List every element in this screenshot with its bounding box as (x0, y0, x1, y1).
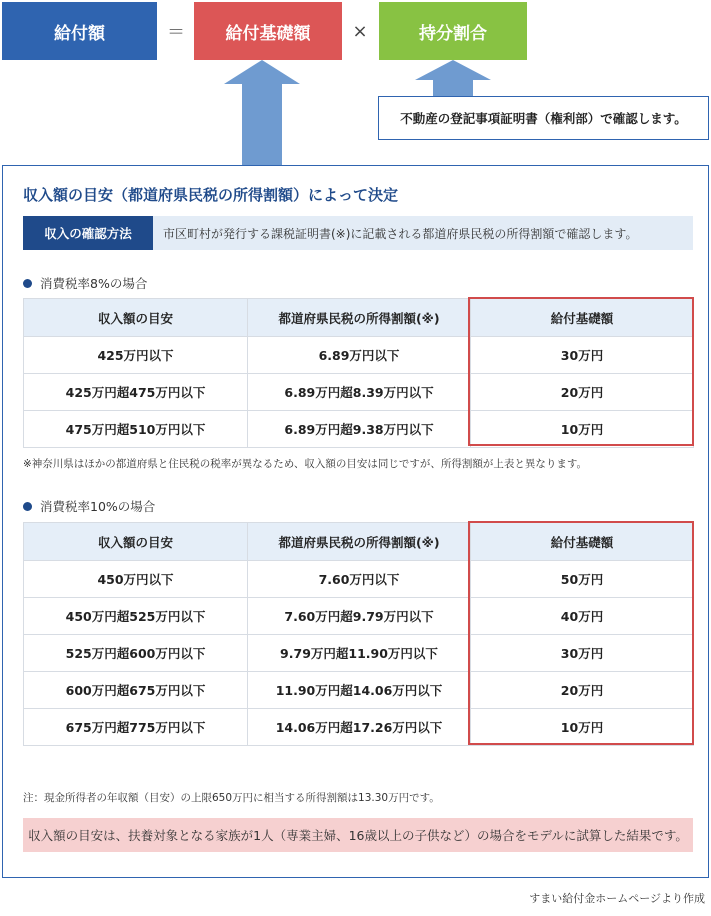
cell-income: 525万円超600万円以下 (24, 635, 248, 672)
cell-tax: 7.60万円以下 (248, 561, 471, 598)
equals-sign: ＝ (167, 22, 185, 43)
panel-title: 収入額の目安（都道府県民税の所得割額）によって決定 (23, 186, 399, 204)
table-header-row (24, 299, 694, 337)
cell-income: 450万円以下 (24, 561, 248, 598)
cell-base: 20万円 (471, 374, 694, 411)
cell-base: 10万円 (471, 411, 694, 448)
table-8 (23, 298, 694, 448)
cell-tax: 6.89万円超8.39万円以下 (248, 374, 471, 411)
header-income: 収入額の目安 (24, 299, 248, 337)
ownership-ratio-label: 持分割合 (419, 23, 487, 44)
cell-tax: 7.60万円超9.79万円以下 (248, 598, 471, 635)
cell-income: 600万円超675万円以下 (24, 672, 248, 709)
confirmation-method-row (23, 216, 693, 250)
kanagawa-note: ※神奈川県はほかの都道府県と住民税の税率が異なるため、収入額の目安は同じですが、所得割額が上表と異なります。 (23, 458, 588, 470)
cell-base: 30万円 (471, 635, 694, 672)
section-8-heading (23, 274, 147, 292)
cell-base: 50万円 (471, 561, 694, 598)
table-10 (23, 522, 694, 746)
source-credit: すまい給付金ホームページより作成 (529, 892, 705, 905)
bullet-icon (23, 279, 32, 288)
header-tax: 都道府県民税の所得割額(※) (248, 523, 471, 561)
ratio-note-text: 不動産の登記事項証明書（権利部）で確認します。 (400, 111, 687, 126)
header-base: 給付基礎額 (471, 523, 694, 561)
header-base: 給付基礎額 (471, 299, 694, 337)
cell-base: 20万円 (471, 672, 694, 709)
table-row (24, 374, 694, 411)
table-row (24, 598, 694, 635)
cell-income: 675万円超775万円以下 (24, 709, 248, 746)
cell-tax: 9.79万円超11.90万円以下 (248, 635, 471, 672)
table-header-row (24, 523, 694, 561)
times-sign: × (352, 20, 368, 42)
table-row (24, 635, 694, 672)
income-panel (2, 165, 709, 878)
cell-base: 40万円 (471, 598, 694, 635)
cell-tax: 6.89万円超9.38万円以下 (248, 411, 471, 448)
cell-income: 475万円超510万円以下 (24, 411, 248, 448)
cell-base: 30万円 (471, 337, 694, 374)
table-row (24, 709, 694, 746)
section-8-heading-text: 消費税率8%の場合 (40, 276, 148, 291)
arrow-up-to-base-icon (224, 60, 300, 166)
ownership-ratio-box (379, 2, 527, 60)
table-row (24, 411, 694, 448)
payment-box (2, 2, 157, 60)
header-income: 収入額の目安 (24, 523, 248, 561)
cell-income: 425万円以下 (24, 337, 248, 374)
cell-base: 10万円 (471, 709, 694, 746)
header-tax: 都道府県民税の所得割額(※) (248, 299, 471, 337)
model-note (23, 818, 693, 852)
cell-tax: 11.90万円超14.06万円以下 (248, 672, 471, 709)
ratio-note (378, 96, 709, 140)
cell-income: 425万円超475万円以下 (24, 374, 248, 411)
bullet-icon (23, 502, 32, 511)
base-amount-box (194, 2, 342, 60)
arrow-up-to-ratio-icon (415, 60, 491, 97)
table-row (24, 561, 694, 598)
section-10-heading-text: 消費税率10%の場合 (40, 499, 156, 514)
section-10-heading (23, 497, 155, 515)
payment-label: 給付額 (54, 23, 105, 44)
table-row (24, 337, 694, 374)
table-row (24, 672, 694, 709)
model-note-text: 収入額の目安は、扶養対象となる家族が1人（専業主婦、16歳以上の子供など）の場合をモデルに試算した結果です。 (28, 828, 688, 843)
confirmation-method-label: 収入の確認方法 (23, 216, 153, 250)
cell-tax: 6.89万円以下 (248, 337, 471, 374)
confirmation-method-text: 市区町村が発行する課税証明書(※)に記載される都道府県民税の所得割額で確認します。 (153, 216, 693, 250)
cell-income: 450万円超525万円以下 (24, 598, 248, 635)
base-amount-label: 給付基礎額 (225, 23, 311, 44)
cell-tax: 14.06万円超17.26万円以下 (248, 709, 471, 746)
footnote: 注：現金所得者の年収額（目安）の上限650万円に相当する所得割額は13.30万円です。 (23, 792, 440, 804)
